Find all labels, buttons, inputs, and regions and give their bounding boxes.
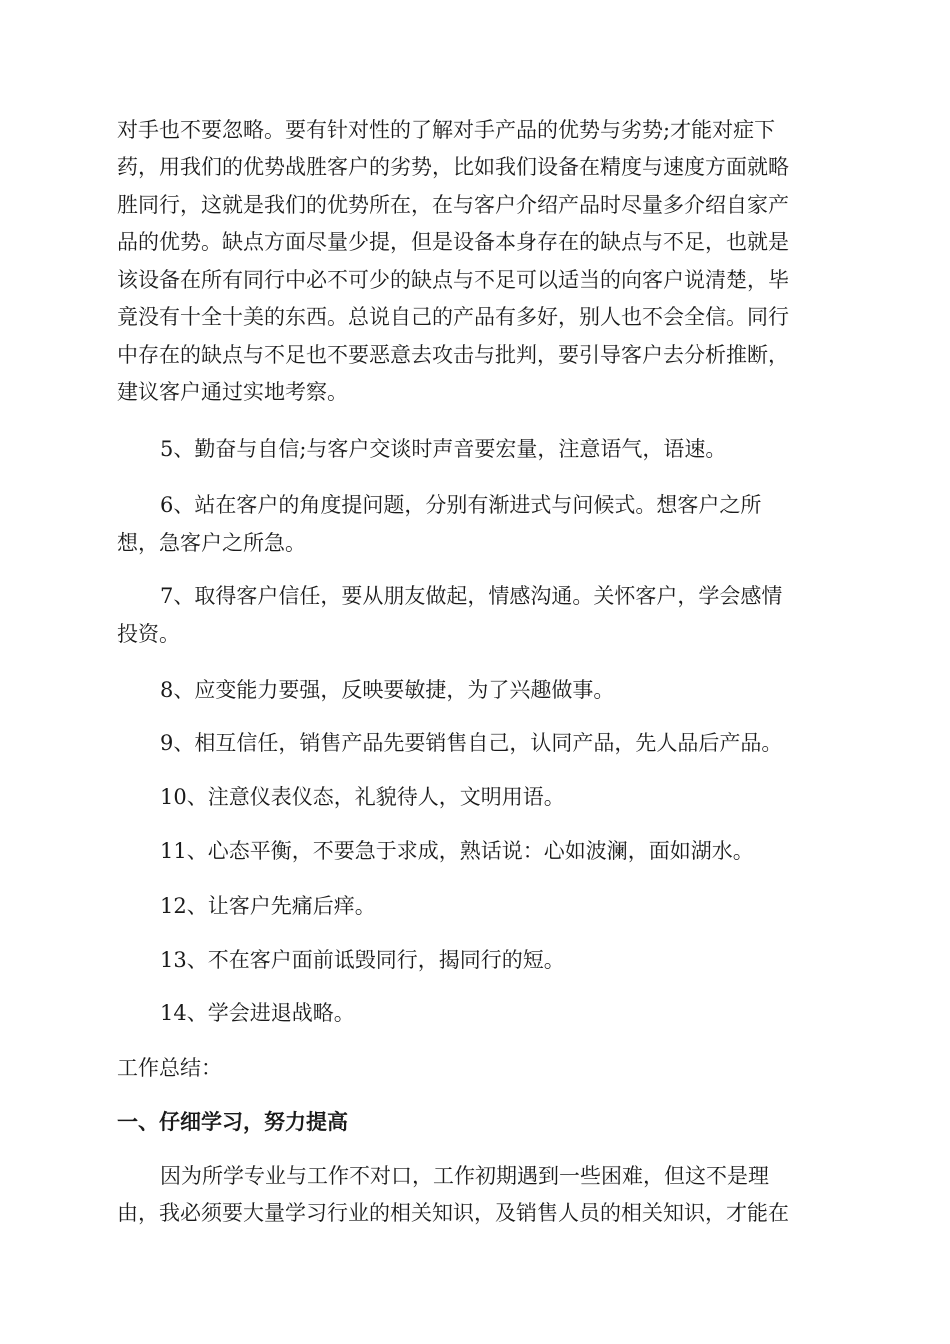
section-paragraph-line: 因为所学专业与工作不对口，工作初期遇到一些困难，但这不是理: [160, 1164, 769, 1188]
list-item-10: 10、注意仪表仪态，礼貌待人，文明用语。: [160, 785, 565, 809]
paragraph-line: 该设备在所有同行中必不可少的缺点与不足可以适当的向客户说清楚，毕: [117, 268, 789, 292]
list-item-5: 5、勤奋与自信;与客户交谈时声音要宏量，注意语气，语速。: [160, 437, 727, 461]
section-heading: 一、仔细学习，努力提高: [117, 1110, 348, 1134]
list-item-7: 7、取得客户信任，要从朋友做起，情感沟通。关怀客户，学会感情: [160, 584, 783, 608]
paragraph-line: 药，用我们的优势战胜客户的劣势，比如我们设备在精度与速度方面就略: [117, 155, 789, 179]
paragraph-line: 中存在的缺点与不足也不要恶意去攻击与批判，要引导客户去分析推断，: [117, 343, 789, 367]
list-item-7-cont: 投资。: [117, 622, 180, 646]
summary-label: 工作总结：: [117, 1056, 222, 1080]
list-item-14: 14、学会进退战略。: [160, 1001, 355, 1025]
paragraph-line: 胜同行，这就是我们的优势所在，在与客户介绍产品时尽量多介绍自家产: [117, 193, 789, 217]
list-item-12: 12、让客户先痛后痒。: [160, 894, 376, 918]
list-item-6-cont: 想，急客户之所急。: [117, 531, 306, 555]
paragraph-line: 建议客户通过实地考察。: [117, 380, 348, 404]
paragraph-line: 品的优势。缺点方面尽量少提，但是设备本身存在的缺点与不足，也就是: [117, 230, 789, 254]
list-item-13: 13、不在客户面前诋毁同行，揭同行的短。: [160, 948, 565, 972]
list-item-9: 9、相互信任，销售产品先要销售自己，认同产品，先人品后产品。: [160, 731, 783, 755]
paragraph-line: 竟没有十全十美的东西。总说自己的产品有多好，别人也不会全信。同行: [117, 305, 789, 329]
list-item-8: 8、应变能力要强，反映要敏捷，为了兴趣做事。: [160, 678, 615, 702]
section-paragraph-line: 由，我必须要大量学习行业的相关知识，及销售人员的相关知识，才能在: [117, 1201, 789, 1225]
list-item-6: 6、站在客户的角度提问题，分别有渐进式与问候式。想客户之所: [160, 493, 762, 517]
list-item-11: 11、心态平衡，不要急于求成，熟话说：心如波澜，面如湖水。: [160, 839, 754, 863]
paragraph-line: 对手也不要忽略。要有针对性的了解对手产品的优势与劣势;才能对症下: [117, 118, 776, 142]
